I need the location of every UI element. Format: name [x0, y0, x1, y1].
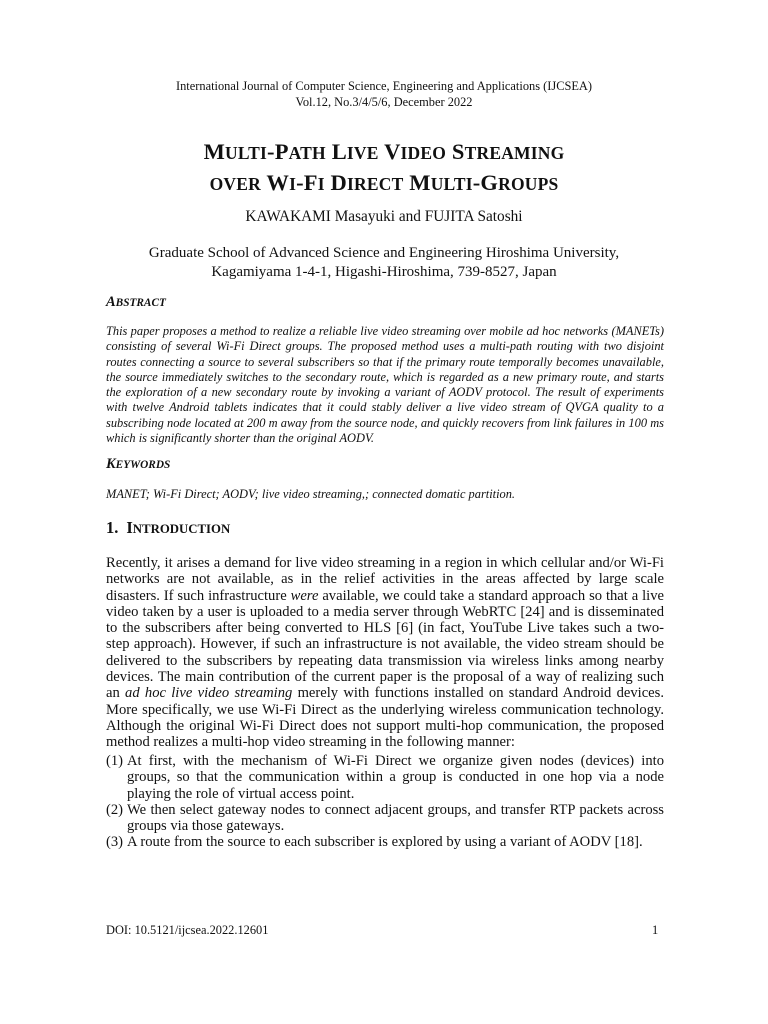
introduction-heading: 1. INTRODUCTION [106, 518, 231, 537]
affiliation [0, 244, 768, 282]
affiliation-line-2: Kagamiyama 1-4-1, Higashi-Hiroshima, 739-8527, Japan [211, 264, 557, 280]
journal-volume: Vol.12, No.3/4/5/6, December 2022 [295, 95, 473, 109]
journal-header [0, 78, 768, 110]
list-item: (2) We then select gateway nodes to connect adjacent groups, and transfer RTP packets across groups via those gateways. [106, 801, 664, 835]
footer-doi: DOI: 10.5121/ijcsea.2022.12601 [106, 923, 269, 937]
page-number: 1 [652, 923, 659, 937]
keywords-text: MANET; Wi-Fi Direct; AODV; live video streaming,; connected domatic partition. [106, 487, 516, 501]
method-steps-list [106, 753, 664, 851]
affiliation-line-1: Graduate School of Advanced Science and Engineering Hiroshima University, [148, 245, 620, 261]
title-line-1: MULTI-PATH LIVE VIDEO STREAMING [203, 139, 565, 164]
abstract-text: This paper proposes a method to realize a reliable live video streaming over mobile ad hoc networks (MANETs) consisting of several Wi-Fi Direct groups. The proposed method uses a multi-path routing with two disjoint routes connecting a source to several subscribers so that if the primary route temporally becomes unavailable, the source immediately switches to the secondary route, which is regarded as a new primary route, and starts the exploration of a new secondary route by invoking a variant of AODV protocol. The result of experiments with twelve Android tablets indicates that it could stably deliver a live video stream of QVGA quality to a subscribing node located at 200 m away from the source node, and quickly recovers from link failures in 100 ms which is significantly shorter than the original AODV. [106, 324, 664, 446]
title-line-2: OVER WI-FI DIRECT MULTI-GROUPS [209, 170, 559, 195]
abstract-heading: ABSTRACT [106, 294, 166, 310]
list-item: (3) A route from the source to each subscriber is explored by using a variant of AODV [18]. [106, 834, 643, 851]
list-marker: (2) [106, 801, 124, 818]
authors: KAWAKAMI Masayuki and FUJITA Satoshi [245, 208, 523, 225]
paper-title [0, 137, 768, 199]
keywords-heading: KEYWORDS [106, 456, 171, 472]
introduction-paragraph: Recently, it arises a demand for live video streaming in a region in which cellular and/or Wi-Fi networks are not available, as in the relief activities in the areas affected by large scale disasters. If such infrastructure were available, we could take a standard approach so that a live video taken by a user is uploaded to a media server through WebRTC [24] and is disseminated to the subscribers after being converted to HLS [6] (in fact, YouTube Live takes such a two-step approach). However, if such an infrastructure is not available, the video stream should be delivered to the subscribers by repeating data transmission via wireless links among nearby devices. The main contribution of the current paper is the proposal of a way of realizing such an ad hoc live video streaming merely with functions installed on standard Android devices. More specifically, we use Wi-Fi Direct as the underlying wireless communication technology. Although the original Wi-Fi Direct does not support multi-hop communication, the proposed method realizes a multi-hop video streaming in the following manner: [106, 555, 665, 751]
list-marker: (3) [106, 834, 124, 851]
journal-name: International Journal of Computer Science, Engineering and Applications (IJCSEA) [175, 79, 593, 93]
list-item: (1) At first, with the mechanism of Wi-Fi Direct we organize given nodes (devices) into groups, so that the communication within a group is conducted in one hop via a node playing the role of virtual access point. [106, 753, 664, 802]
section-number: 1. [106, 518, 119, 537]
list-marker: (1) [106, 753, 124, 769]
